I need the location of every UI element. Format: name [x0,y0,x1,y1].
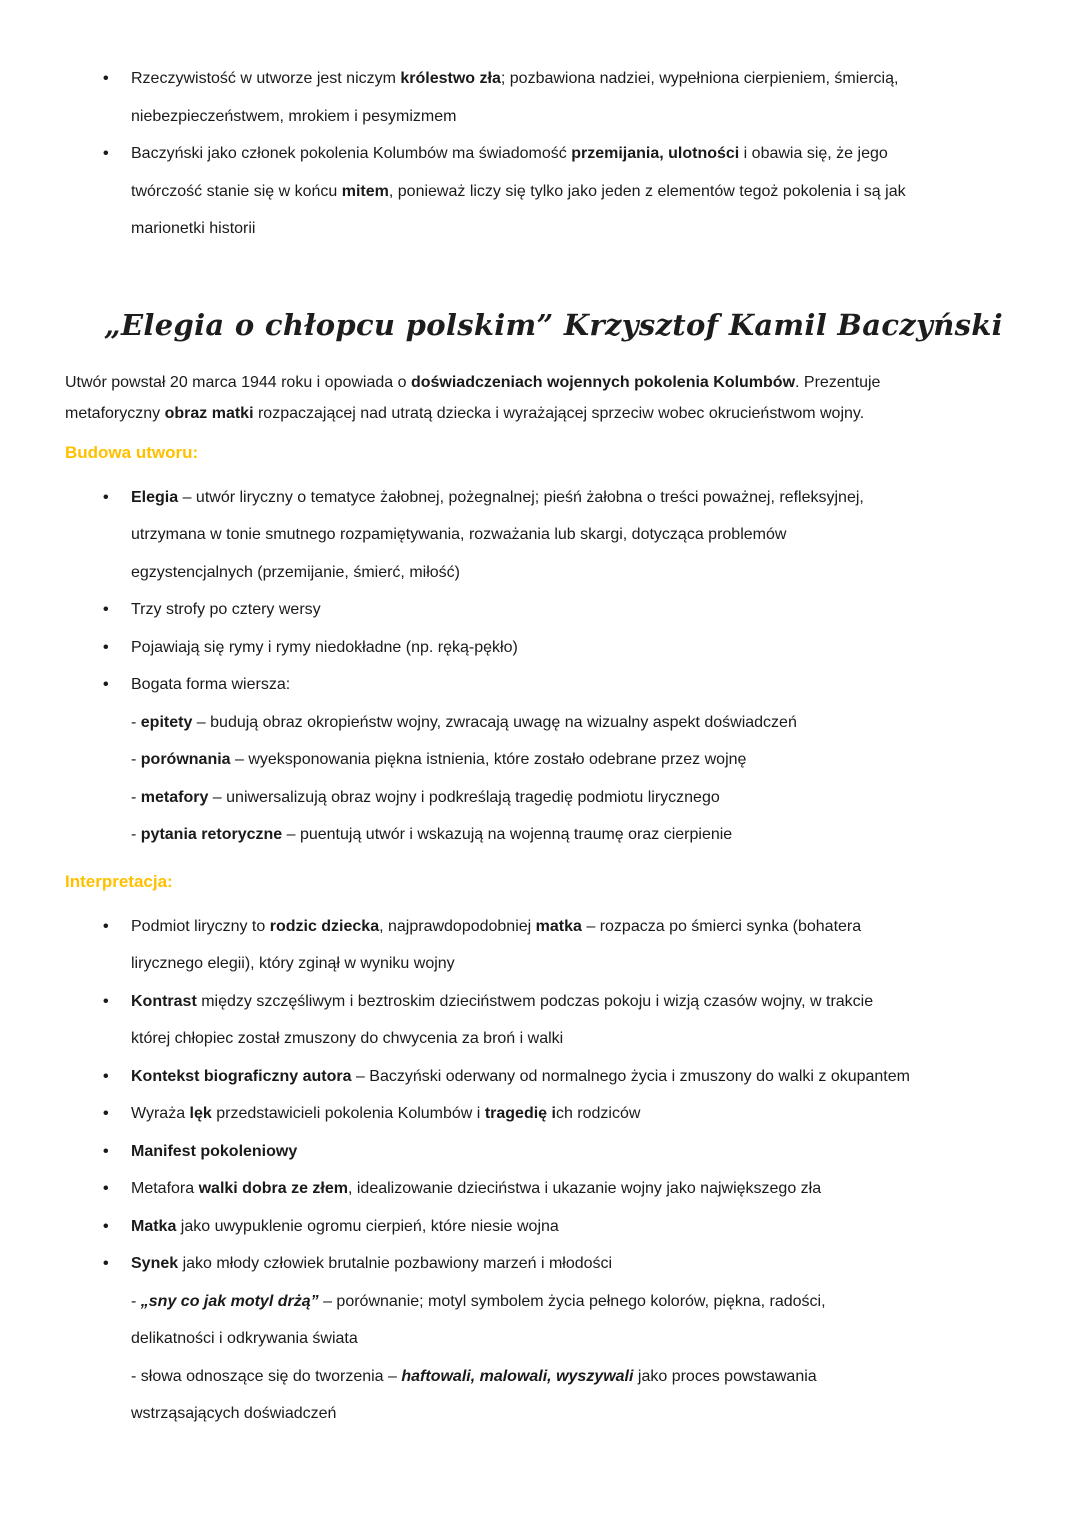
emphasized-text: królestwo zła [400,70,501,87]
sub-list-item [65,816,1042,854]
emphasized-text: Manifest pokoleniowy [131,1142,298,1160]
text-run: Baczyński jako członek pokolenia Kolumbów ma świadomość [131,145,572,162]
text-run: – wyeksponowania piękna istnienia, które zostało odebrane przez wojnę [230,751,747,768]
text-run: – puentują utwór i wskazują na wojenną traumę oraz cierpienie [282,826,733,843]
text-run: , ponieważ liczy się tylko jako jeden z elementów tegoż pokolenia i są jak [388,182,906,200]
sub-list-item [65,779,1042,817]
text-run: – porównanie; motyl symbolem życia pełnego kolorów, piękna, radości, [318,1292,826,1310]
bullet-list-item [65,1245,1042,1283]
emphasized-text: Elegia [131,488,179,506]
bullet-list-item [65,908,1042,983]
section-list-interpretacja [65,908,1042,1433]
emphasized-text: Synek [131,1255,179,1272]
text-run: , idealizowanie dzieciństwa i ukazanie wojny jako największego zła [347,1180,822,1197]
bullet-list-item [65,479,1042,592]
text-run: rozpaczającej nad utratą dziecka i wyrażającej sprzeciw wobec okrucieństwom wojny. [253,404,865,422]
bullet-list-item [65,591,1042,629]
text-run: - [131,826,141,843]
section-list-budowa-utworu [65,479,1042,854]
emphasized-text: Kontekst biograficzny autora [131,1067,352,1085]
text-run: której chłopiec został zmuszony do chwycenia za broń i walki [131,1030,564,1047]
text-run: delikatności i odkrywania świata [131,1330,358,1347]
text-run: marionetki historii [131,220,256,237]
emphasized-text: przemijania, ulotności [571,145,740,162]
bullet-list-item [65,1095,1042,1133]
bullet-list-item [65,666,1042,704]
text-run: – Baczyński oderwany od normalnego życia i zmuszony do walki z okupantem [351,1067,910,1085]
text-run: – utwór liryczny o tematyce żałobnej, pożegnalnej; pieśń żałobna o treści poważnej, refleksyjnej, [178,488,864,506]
text-run: . Prezentuje [795,373,881,391]
text-run: Pojawiają się rymy i rymy niedokładne (np. ręką-pękło) [131,638,518,656]
emphasized-text: walki dobra ze złem [198,1180,348,1197]
emphasized-text: metafory [140,788,209,806]
text-run: – rozpacza po śmierci synka (bohatera [581,917,862,935]
bullet-list-item [65,1208,1042,1246]
section-heading-interpretacja: Interpretacja: [65,871,173,891]
sub-list-item [65,741,1042,779]
bullet-list-item [65,60,1042,135]
emphasized-text: tragedię i [484,1105,556,1122]
text-run: przedstawicieli pokolenia Kolumbów i [211,1105,485,1122]
emphasized-text: matka [535,917,582,935]
emphasized-text: porównania [140,751,231,768]
emphasized-text: mitem [341,182,389,200]
emphasized-text: epitety [140,713,193,731]
text-run: ; pozbawiona nadziei, wypełniona cierpieniem, śmiercią, [500,70,899,87]
emphasized-text: haftowali, malowali, wyszywali [401,1367,634,1385]
text-run: – uniwersalizują obraz wojny i podkreślają tragedię podmiotu lirycznego [208,788,720,806]
intro-paragraph [65,367,1042,429]
sub-list-item [65,1283,1042,1358]
emphasized-text: obraz matki [164,404,254,422]
document-title: „Elegia o chłopcu polskim” Krzysztof Kamil Baczyński [104,307,1003,342]
text-run: między szczęśliwym i beztroskim dzieciństwem podczas pokoju i wizją czasów wojny, w trakcie [196,992,874,1010]
emphasized-text: „sny co jak motyl drżą” [140,1292,319,1310]
bullet-list-item [65,1058,1042,1096]
text-run: i obawia się, że jego [739,145,888,162]
text-run: utrzymana w tonie smutnego rozpamiętywania, rozważania lub skargi, dotycząca problemów [131,526,787,543]
text-run: wstrząsających doświadczeń [131,1405,337,1422]
text-run: - słowa odnoszące się do tworzenia – [131,1367,402,1385]
emphasized-text: rodzic dziecka [269,917,380,935]
text-run: Trzy strofy po cztery wersy [131,601,321,618]
emphasized-text: lęk [189,1105,212,1122]
text-run: - [131,1292,141,1310]
text-run: jako proces powstawania [633,1367,817,1385]
text-run: ch rodziców [555,1105,641,1122]
text-run: Metafora [131,1180,199,1197]
text-run: – budują obraz okropieństw wojny, zwracają uwagę na wizualny aspekt doświadczeń [192,713,797,731]
text-run: twórczość stanie się w końcu [131,182,342,200]
bullet-list-item [65,135,1042,248]
top-bullet-list [65,60,1042,248]
text-run: jako młody człowiek brutalnie pozbawiony marzeń i młodości [178,1255,613,1272]
text-run: Rzeczywistość w utworze jest niczym [131,70,401,87]
text-run: metaforyczny [65,404,165,422]
text-run: , najprawdopodobniej [379,917,536,935]
bullet-list-item [65,629,1042,667]
section-heading-budowa-utworu: Budowa utworu: [65,442,199,462]
emphasized-text: doświadczeniach wojennych pokolenia Kolumbów [410,373,796,391]
text-run: egzystencjalnych (przemijanie, śmierć, miłość) [131,563,460,581]
text-run: Utwór powstał 20 marca 1944 roku i opowiada o [65,373,411,391]
text-run: lirycznego elegii), który zginął w wyniku wojny [131,955,455,972]
sub-list-item [65,704,1042,742]
emphasized-text: Kontrast [131,992,197,1010]
text-run: - [131,713,141,731]
text-run: - [131,751,141,768]
sub-list-item [65,1358,1042,1433]
text-run: jako uwypuklenie ogromu cierpień, które niesie wojna [176,1217,559,1235]
text-run: - [131,788,141,806]
emphasized-text: pytania retoryczne [140,826,283,843]
emphasized-text: Matka [131,1217,177,1235]
bullet-list-item [65,1133,1042,1171]
text-run: Bogata forma wiersza: [131,676,291,693]
text-run: Podmiot liryczny to [131,917,270,935]
text-run: niebezpieczeństwem, mrokiem i pesymizmem [131,107,457,125]
text-run: Wyraża [131,1105,190,1122]
bullet-list-item [65,983,1042,1058]
bullet-list-item [65,1170,1042,1208]
